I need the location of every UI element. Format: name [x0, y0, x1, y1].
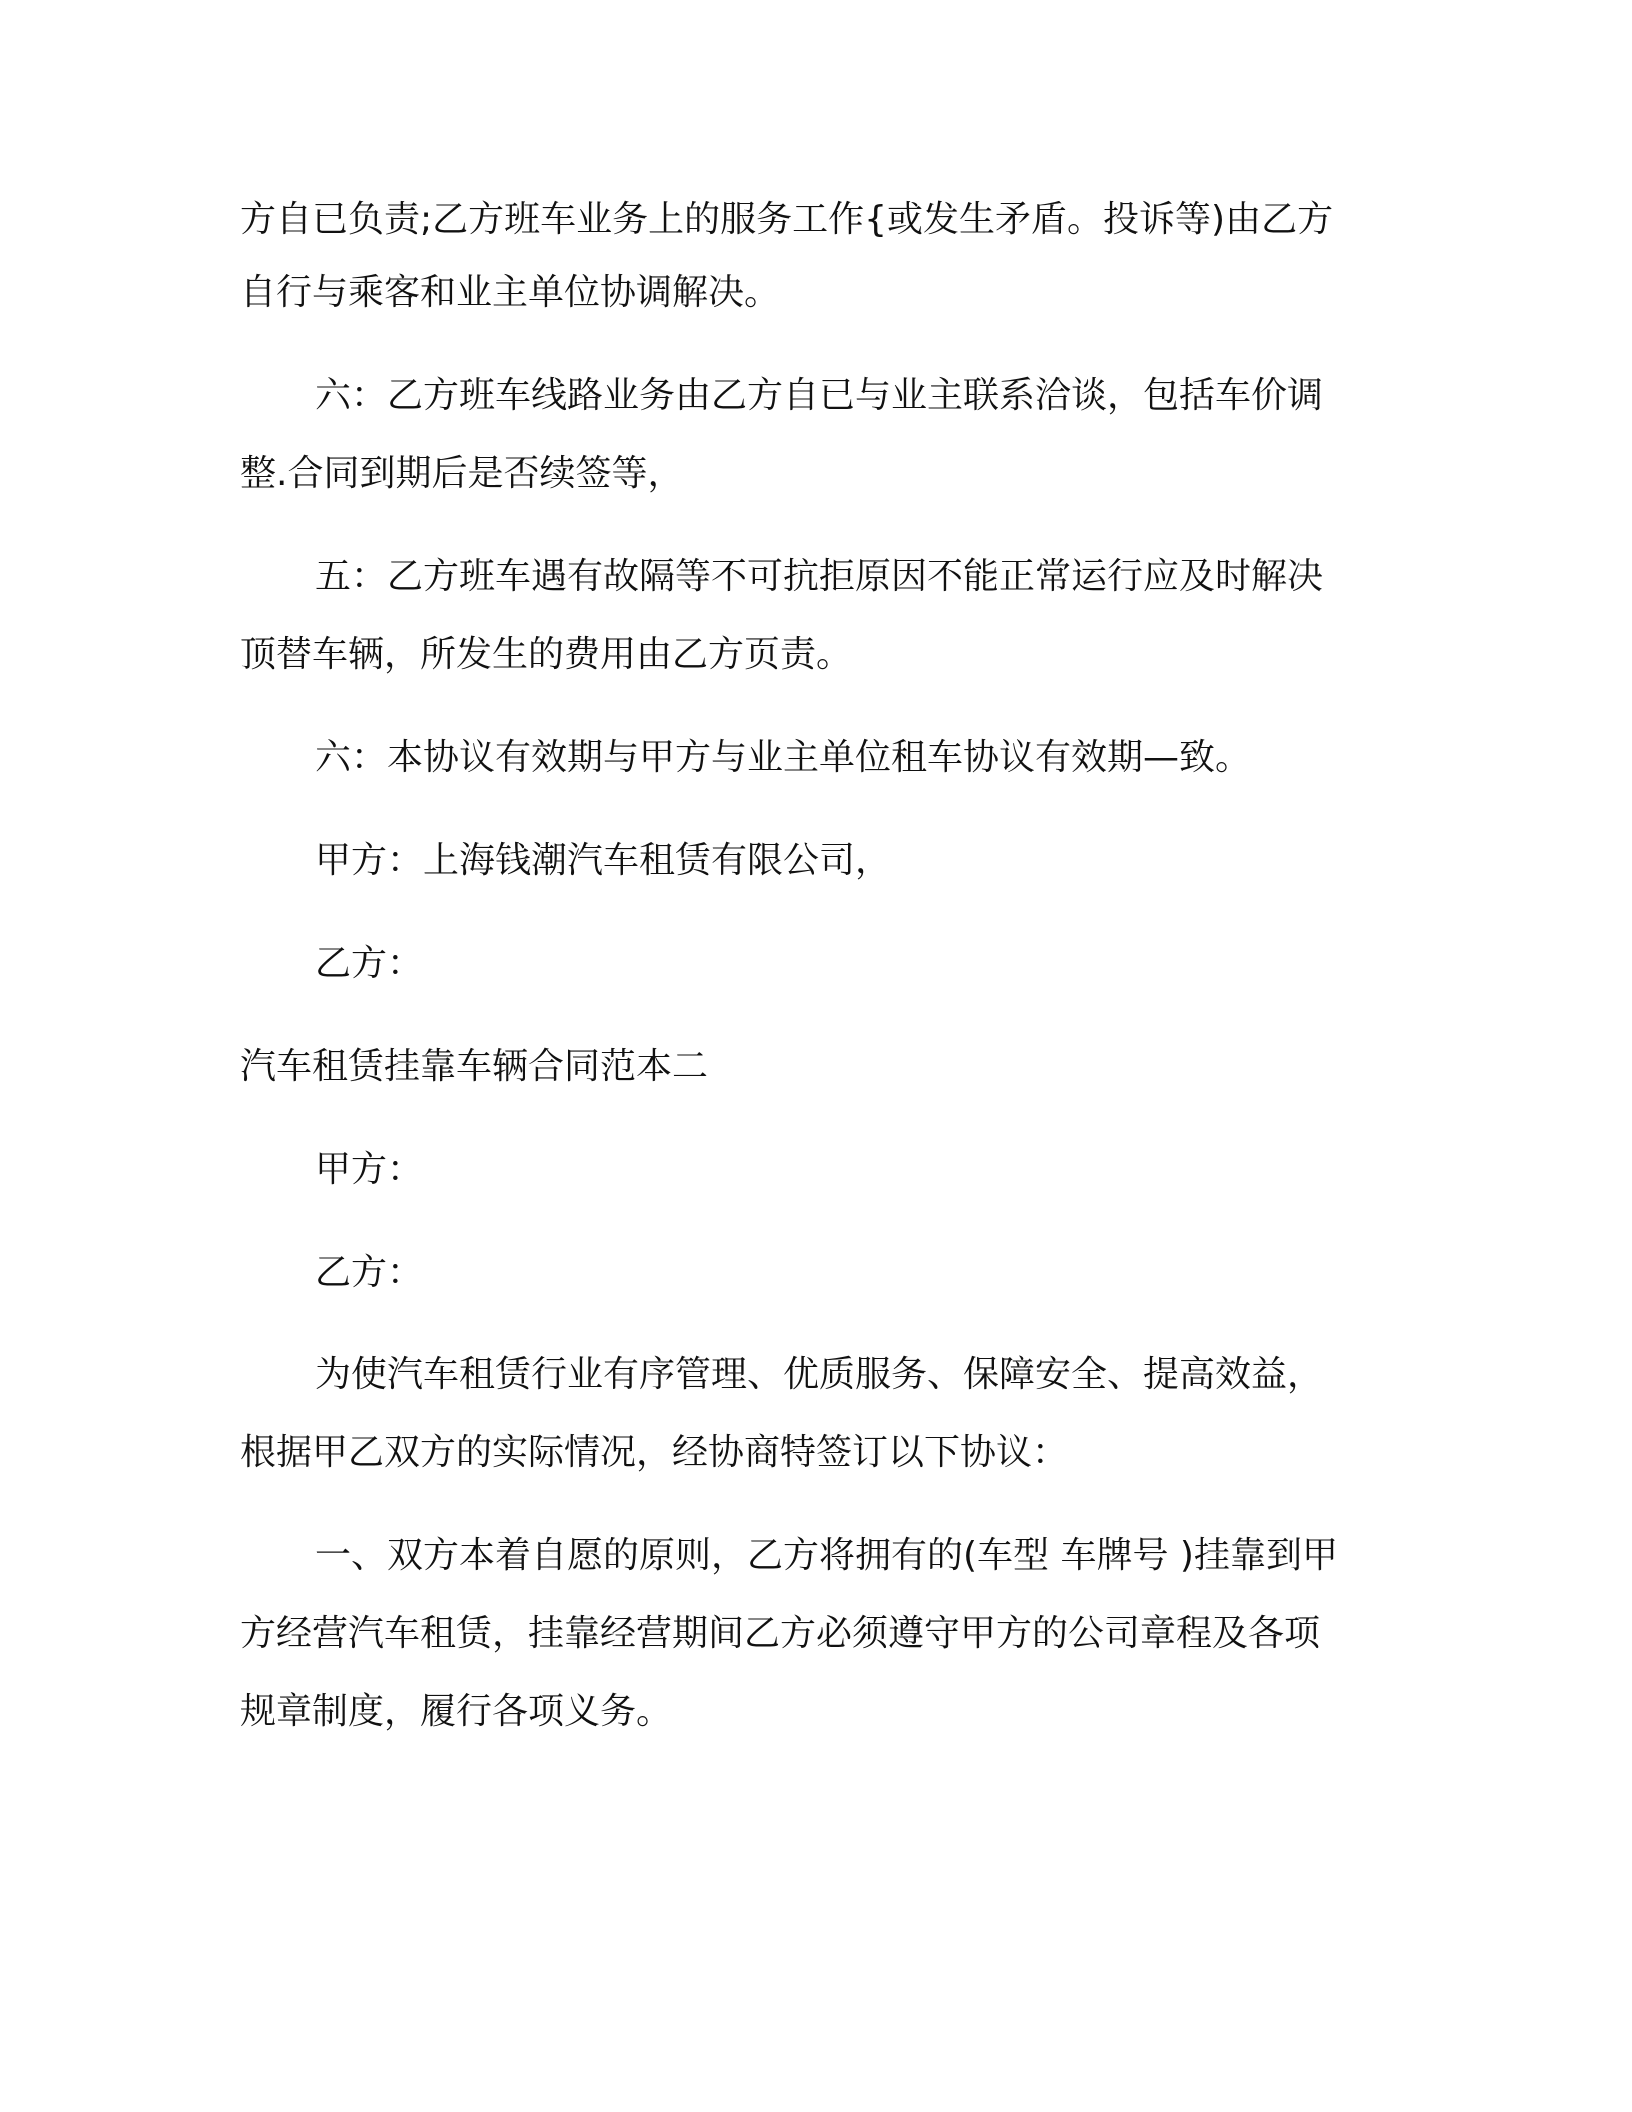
party-a-line: 甲方： [315, 1149, 424, 1190]
paragraph-line: 顶替车辆，所发生的费用由乙方页责。 [240, 634, 853, 675]
paragraph-line: 整.合同到期后是否续签等， [240, 453, 684, 494]
paragraph-line: 规章制度，履行各项义务。 [240, 1691, 673, 1732]
paragraph-line: 根据甲乙双方的实际情况，经协商特签订以下协议： [240, 1432, 1069, 1473]
paragraph-line: 六：本协议有效期与甲方与业主单位租车协议有效期—致。 [315, 737, 1252, 778]
paragraph-line: 五：乙方班车遇有故隔等不可抗拒原因不能正常运行应及时解决 [315, 556, 1324, 597]
section-title: 汽车租赁挂靠车辆合同范本二 [240, 1046, 709, 1087]
paragraph-line: 为使汽车租赁行业有序管理、优质服务、保障安全、提高效益， [315, 1354, 1324, 1395]
party-a-line: 甲方：上海钱潮汽车租赁有限公司， [315, 840, 892, 881]
party-b-line: 乙方： [315, 943, 424, 984]
party-b-line: 乙方： [315, 1252, 424, 1293]
paragraph-line: 方自已负责;乙方班车业务上的服务工作{或发生矛盾。投诉等)由乙方 [240, 199, 1334, 240]
paragraph-line: 六：乙方班车线路业务由乙方自已与业主联系洽谈，包括车价调 [315, 375, 1324, 416]
paragraph-line: 方经营汽车租赁，挂靠经营期间乙方必须遵守甲方的公司章程及各项 [240, 1613, 1321, 1654]
paragraph-line: 一、双方本着自愿的原则，乙方将拥有的(车型 车牌号 )挂靠到甲 [315, 1535, 1338, 1576]
paragraph-line: 自行与乘客和业主单位协调解决。 [240, 272, 781, 313]
